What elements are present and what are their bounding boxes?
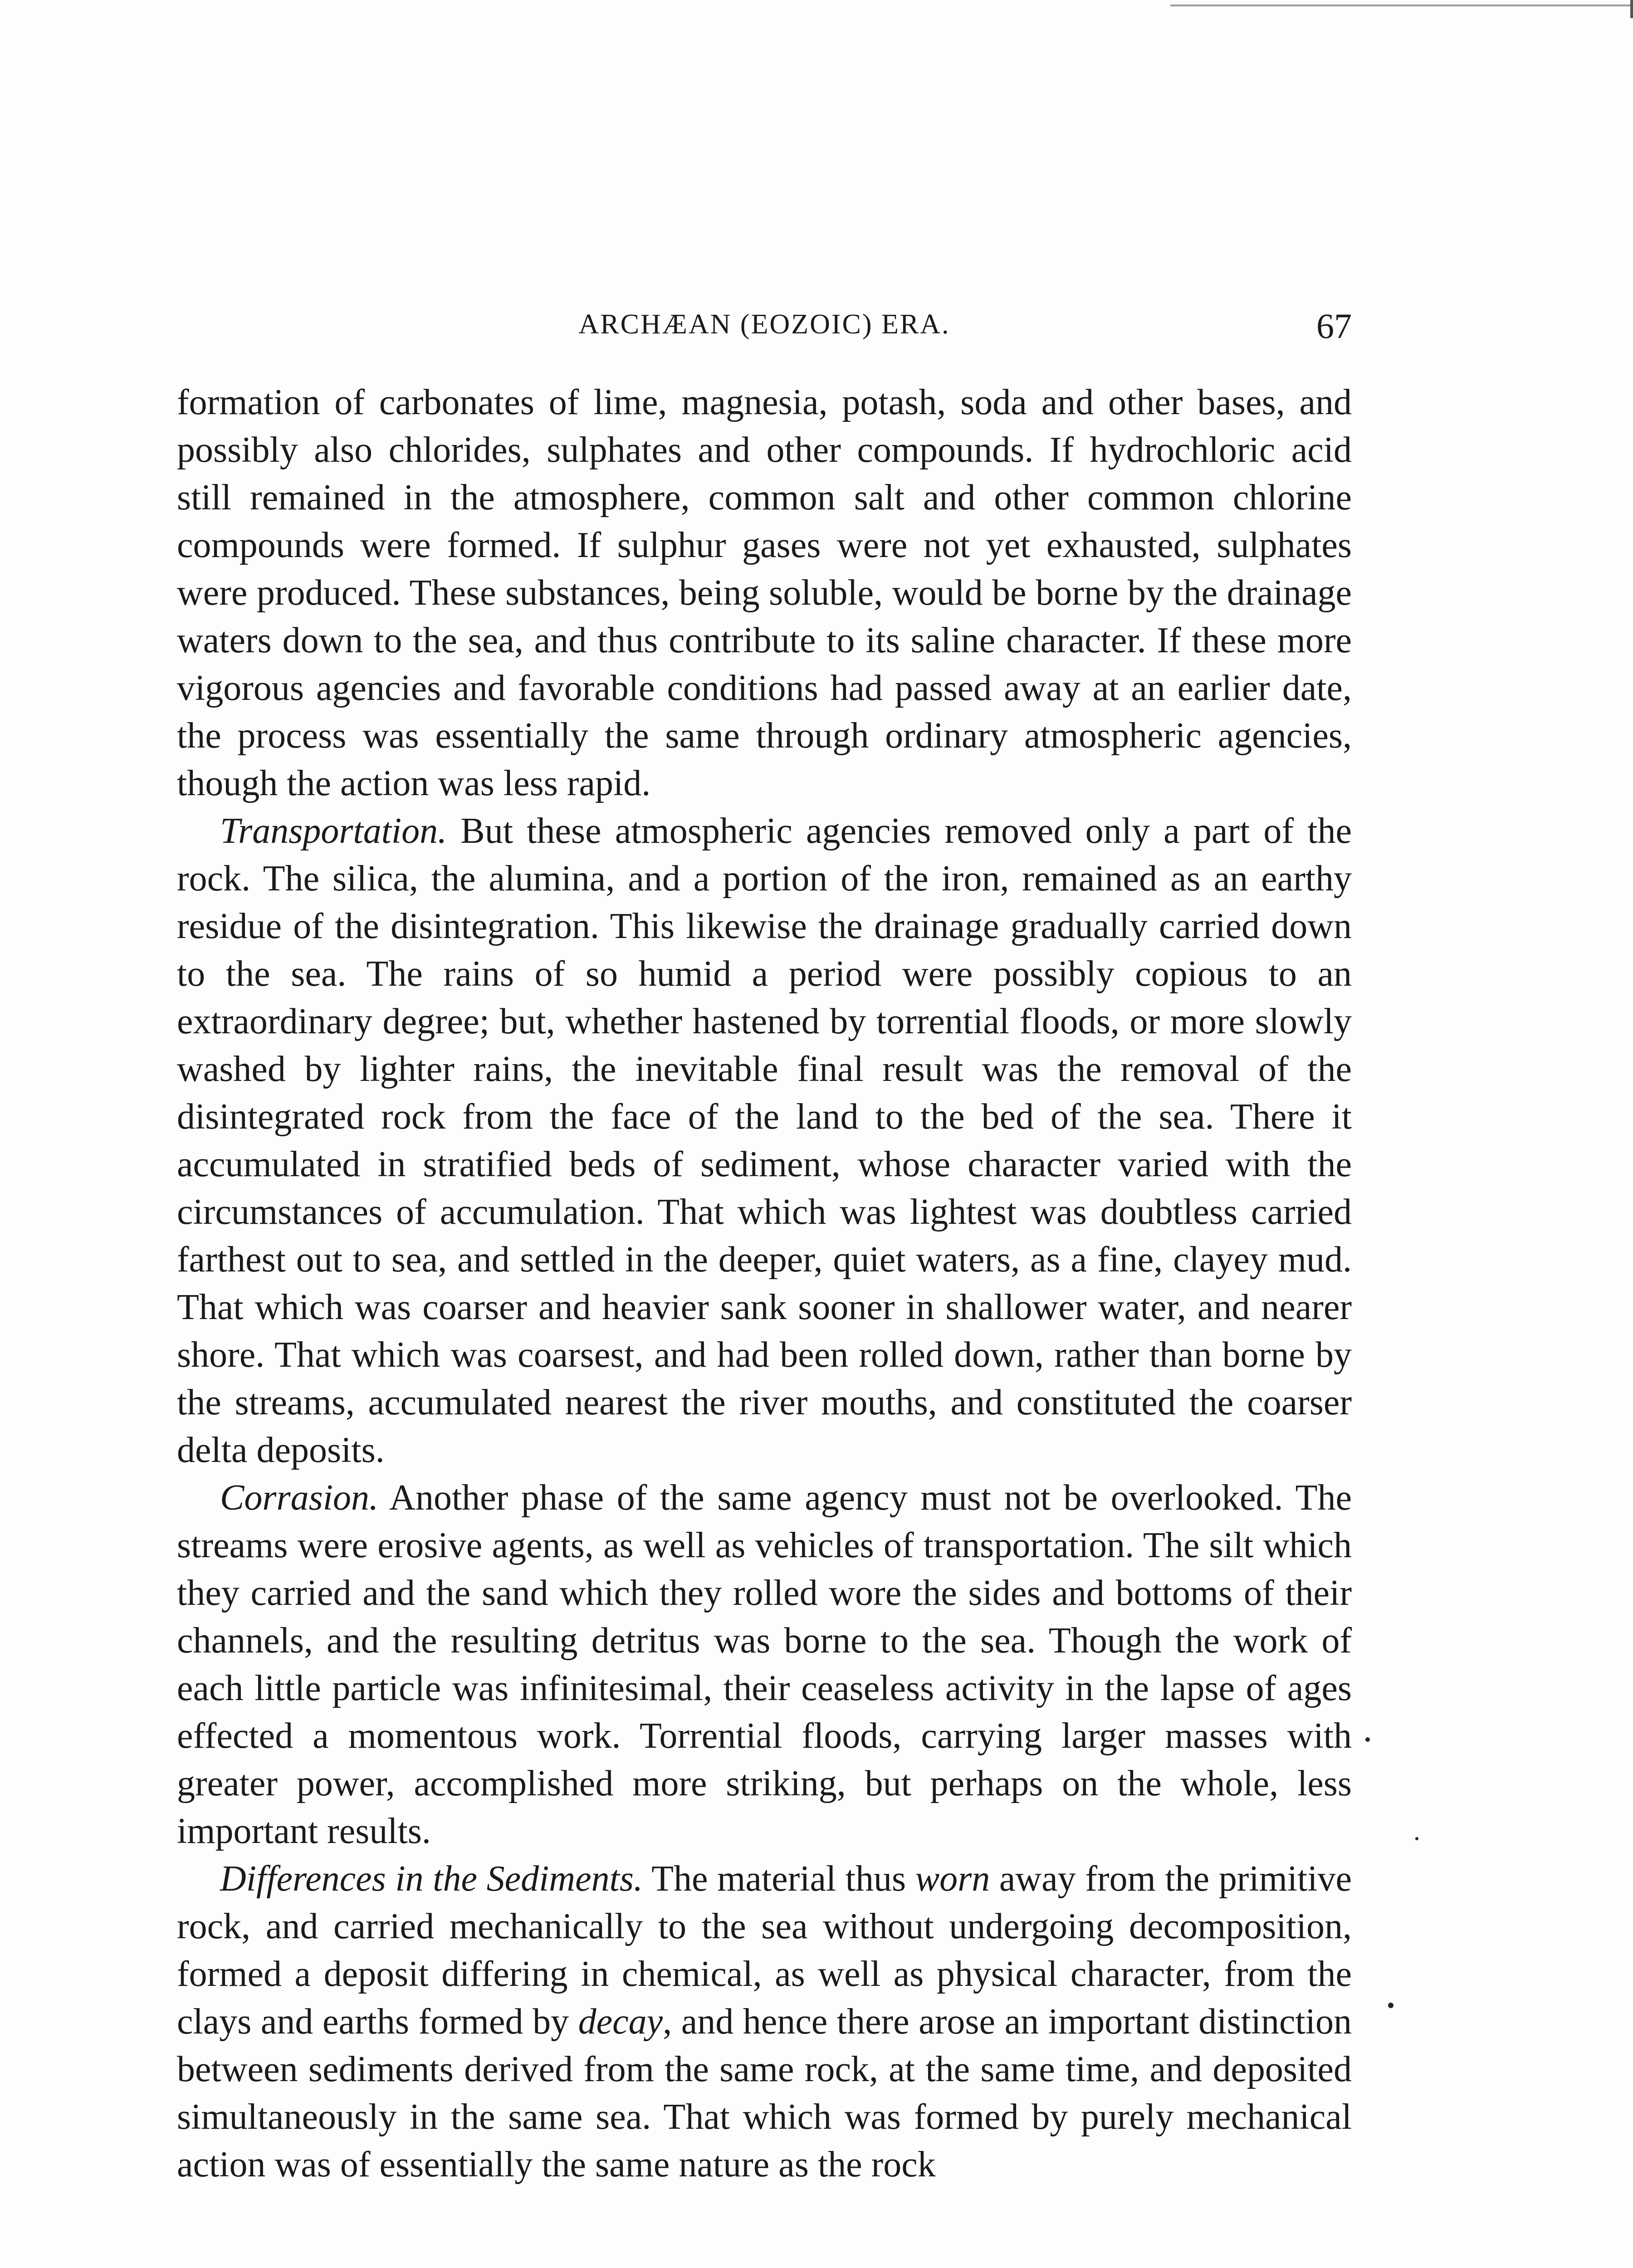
scan-edge-rule: [1170, 5, 1633, 6]
page-number: 67: [1316, 306, 1352, 346]
scan-speck: [1388, 2003, 1393, 2008]
paragraph-text: away from the primitive rock, and carried mechanically to the sea without undergoing decomposition, formed a deposit differing in chemical, as well as physical character, from the clays and earths formed by: [177, 1859, 1352, 2042]
paragraph-differences: [177, 1855, 1352, 2189]
paragraph-text: formation of carbonates of lime, magnesia, potash, soda and other bases, and possibly also chlorides, sulphates and other compounds. If hydrochloric acid still remained in the atmosphere, common salt and other common chlorine compounds were formed. If sulphur gases were not yet exhausted, sulphates were produced. These substances, being soluble, would be borne by the drainage waters down to the sea, and thus contribute to its saline character. If these more vigorous agencies and favorable conditions had passed away at an earlier date, the process was essentially the same through ordinary atmospheric agencies, though the action was less rapid.: [177, 382, 1352, 803]
body-text: [177, 379, 1352, 2189]
scan-speck: [1415, 1837, 1418, 1840]
paragraph-heading: Corrasion.: [220, 1478, 378, 1518]
paragraph-text: , and hence there arose an important distinction between sediments derived from the same rock, at the same time, and deposited simultaneously in the same sea. That which was formed by purely mechanical action was of essentially the same nature as the rock: [177, 2002, 1352, 2185]
scan-edge-mark: [1630, 0, 1633, 18]
paragraph-transportation: [177, 807, 1352, 1474]
paragraph-heading: Differences in the Sediments.: [220, 1859, 643, 1899]
paragraph-corrasion: [177, 1474, 1352, 1855]
paragraph-text: But these atmospheric agencies removed only a part of the rock. The silica, the alumina, and a portion of the iron, remained as an earthy residue of the disintegration. This likewise the drainage gradually carried down to the sea. The rains of so humid a period were possibly copious to an extraordinary degree; but, whether hastened by torrential floods, or more slowly washed by lighter rains, the inevitable final result was the removal of the disintegrated rock from the face of the land to the bed of the sea. There it accumulated in stratified beds of sediment, whose character varied with the circumstances of accumulation. That which was lightest was doubtless carried farthest out to sea, and settled in the deeper, quiet waters, as a fine, clayey mud. That which was coarser and heavier sank sooner in shallower water, and nearer shore. That which was coarsest, and had been rolled down, rather than borne by the streams, accumulated nearest the river mouths, and constituted the coarser delta deposits.: [177, 811, 1352, 1470]
paragraph-heading: Transportation.: [220, 811, 447, 851]
running-title: ARCHÆAN (EOZOIC) ERA.: [578, 309, 950, 340]
paragraph-text: Another phase of the same agency must not be overlooked. The streams were erosive agents, as well as vehicles of transportation. The silt which they carried and the sand which they rolled wore the sides and bottoms of their channels, and the resulting detritus was borne to the sea. Though the work of each little particle was infinitesimal, their ceaseless activity in the lapse of ages effected a momentous work. Torrential floods, carrying larger masses with greater power, accomplished more striking, but perhaps on the whole, less important results.: [177, 1478, 1352, 1851]
emphasis-decay: decay: [578, 2002, 663, 2042]
paragraph-continuation: [177, 379, 1352, 807]
scan-speck: [1365, 1737, 1370, 1742]
running-head: [177, 308, 1352, 349]
paragraph-text: The material thus: [642, 1859, 915, 1899]
emphasis-worn: worn: [915, 1859, 990, 1899]
